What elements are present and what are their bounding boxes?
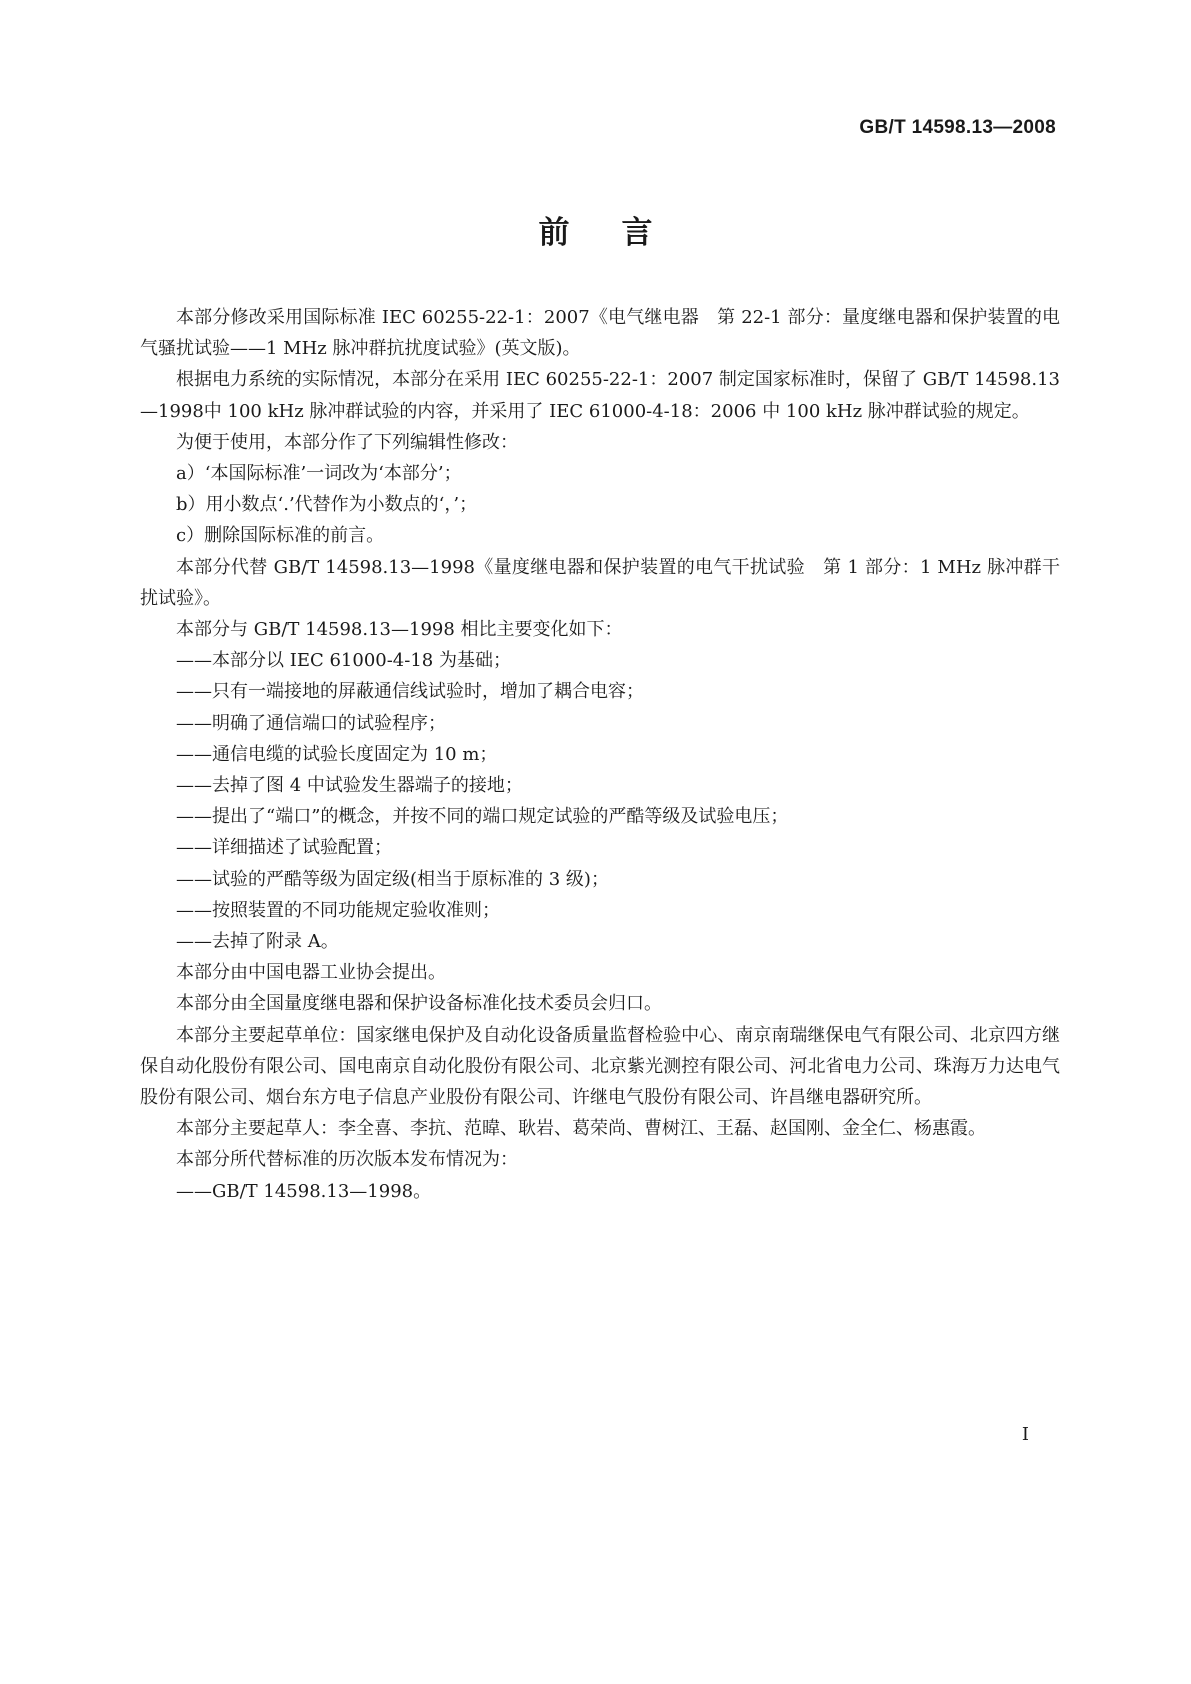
paragraph-drafting-units: 本部分主要起草单位：国家继电保护及自动化设备质量监督检验中心、南京南瑞继保电气有限公司、北京四方继保自动化股份有限公司、国电南京自动化股份有限公司、北京紫光测控有限公司、河北省电力公司、珠海万力达电气股份有限公司、烟台东方电子信息产业股份有限公司、许继电气股份有限公司、许昌继电器研究所。: [140, 1024, 1060, 1109]
paragraph-history-intro: 本部分所代替标准的历次版本发布情况为：: [176, 1149, 518, 1171]
change-item: ——按照装置的不同功能规定验收准则；: [176, 899, 500, 921]
change-item: ——详细描述了试验配置；: [176, 837, 392, 859]
page-title: 前言: [538, 215, 705, 251]
history-item: ——GB/T 14598.13—1998。: [176, 1180, 432, 1202]
change-item: ——只有一端接地的屏蔽通信线试验时，增加了耦合电容；: [176, 681, 644, 703]
change-item: ——提出了“端口”的概念，并按不同的端口规定试验的严酷等级及试验电压；: [176, 806, 789, 828]
change-item: ——去掉了附录 A。: [176, 931, 339, 953]
paragraph-committee: 本部分由全国量度继电器和保护设备标准化技术委员会归口。: [176, 993, 662, 1015]
change-item: ——明确了通信端口的试验程序；: [176, 712, 446, 734]
paragraph-drafters: 本部分主要起草人：李全喜、李抗、范暐、耿岩、葛荣尚、曹树江、王磊、赵国刚、金全仁、杨惠霞。: [176, 1118, 986, 1140]
paragraph-adoption: 本部分修改采用国际标准 IEC 60255-22-1：2007《电气继电器 第 22-1 部分：量度继电器和保护装置的电气骚扰试验——1 MHz 脉冲群抗扰度试验》(英文版)。: [140, 307, 1060, 360]
change-item: ——通信电缆的试验长度固定为 10 m；: [176, 743, 498, 765]
document-body: [140, 302, 1060, 1207]
paragraph-changes-intro: 本部分与 GB/T 14598.13—1998 相比主要变化如下：: [176, 619, 623, 641]
paragraph-editorial-intro: 为便于使用，本部分作了下列编辑性修改：: [176, 431, 518, 453]
list-item: b）用小数点‘.’代替作为小数点的‘，’；: [176, 494, 478, 516]
paragraph-replaces: 本部分代替 GB/T 14598.13—1998《量度继电器和保护装置的电气干扰试验 第 1 部分：1 MHz 脉冲群干扰试验》。: [140, 556, 1060, 609]
standard-code: GB/T 14598.13—2008: [859, 117, 1056, 138]
change-item: ——去掉了图 4 中试验发生器端子的接地；: [176, 775, 523, 797]
change-item: ——本部分以 IEC 61000-4-18 为基础；: [176, 650, 511, 672]
paragraph-proposer: 本部分由中国电器工业协会提出。: [176, 962, 446, 984]
change-item: ——试验的严酷等级为固定级(相当于原标准的 3 级)；: [176, 868, 609, 890]
list-item: c）删除国际标准的前言。: [176, 525, 385, 547]
list-item: a）‘本国际标准’一词改为‘本部分’；: [176, 463, 462, 485]
paragraph-retention: 根据电力系统的实际情况，本部分在采用 IEC 60255-22-1：2007 制定国家标准时，保留了 GB/T 14598.13—1998中 100 kHz 脉冲群试验的内容，并采用了 IEC 61000-4-18：2006 中 100 kHz 脉冲群试验的规定。: [140, 369, 1060, 422]
page-number: I: [1021, 1424, 1029, 1445]
